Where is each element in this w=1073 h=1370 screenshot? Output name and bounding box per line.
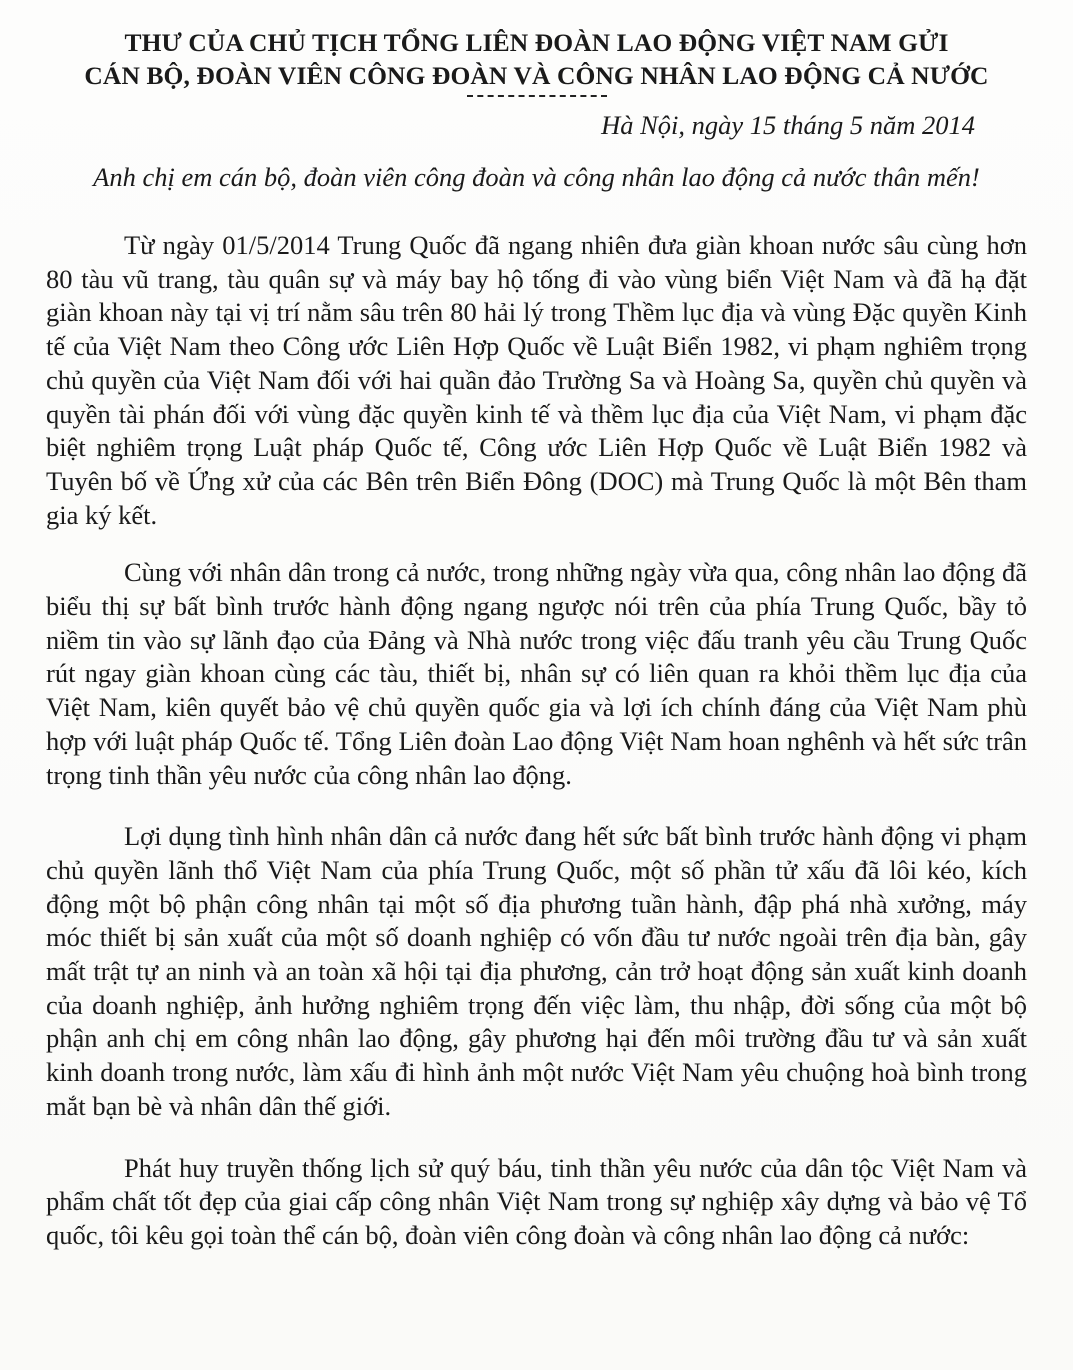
paragraph-2: Cùng với nhân dân trong cả nước, trong những ngày vừa qua, công nhân lao động đã biểu thị sự bất bình trước hành động ngang ngược nói trên của phía Trung Quốc, bầy tỏ niềm tin vào sự lãnh đạo của Đảng và Nhà nước trong việc đấu tranh yêu cầu Trung Quốc rút ngay giàn khoan cùng các tàu, thiết bị, nhân sự có liên quan ra khỏi thềm lục địa của Việt Nam, kiên quyết bảo vệ chủ quyền quốc gia và lợi ích chính đáng của Việt Nam phù hợp với luật pháp Quốc tế. Tổng Liên đoàn Lao động Việt Nam hoan nghênh và hết sức trân trọng tinh thần yêu nước của công nhân lao động.	[46, 557, 1027, 790]
salutation: Anh chị em cán bộ, đoàn viên công đoàn và công nhân lao động cả nước thân mến!	[93, 162, 980, 192]
letter-title-line-2: CÁN BỘ, ĐOÀN VIÊN CÔNG ĐOÀN VÀ CÔNG NHÂN LAO ĐỘNG CẢ NƯỚC	[84, 61, 989, 90]
paragraph-4: Phát huy truyền thống lịch sử quý báu, tinh thần yêu nước của dân tộc Việt Nam và phẩm chất tốt đẹp của giai cấp công nhân Việt Nam trong sự nghiệp xây dựng và bảo vệ Tổ quốc, tôi kêu gọi toàn thể cán bộ, đoàn viên công đoàn và công nhân lao động cả nước:	[46, 1152, 1027, 1250]
date-line: Hà Nội, ngày 15 tháng 5 năm 2014	[601, 110, 975, 140]
paragraph-3: Lợi dụng tình hình nhân dân cả nước đang hết sức bất bình trước hành động vi phạm chủ quyền lãnh thổ Việt Nam của phía Trung Quốc, một số phần tử xấu đã lôi kéo, kích động một bộ phận công nhân tại một số địa phương tuần hành, đập phá nhà xưởng, máy móc thiết bị sản xuất của một số doanh nghiệp có vốn đầu tư nước ngoài trên địa bàn, gây mất trật tự an ninh và an toàn xã hội tại địa phương, cản trở hoạt động sản xuất kinh doanh của doanh nghiệp, ảnh hưởng nghiêm trọng đến việc làm, thu nhập, đời sống của một bộ phận anh chị em công nhân lao động, gây phương hại đến môi trường đầu tư và sản xuất kinh doanh trong nước, làm xấu đi hình ảnh một nước Việt Nam yêu chuộng hoà bình trong mắt bạn bè và nhân dân thế giới.	[46, 821, 1027, 1121]
letter-title	[46, 26, 1027, 92]
letter-title-line-1: THƯ CỦA CHỦ TỊCH TỔNG LIÊN ĐOÀN LAO ĐỘNG VIỆT NAM GỬI	[124, 28, 949, 57]
title-separator	[467, 95, 607, 97]
paragraph-1: Từ ngày 01/5/2014 Trung Quốc đã ngang nhiên đưa giàn khoan nước sâu cùng hơn 80 tàu vũ trang, tàu quân sự và máy bay hộ tống đi vào vùng biển Việt Nam và đã hạ đặt giàn khoan này tại vị trí nằm sâu trên 80 hải lý trong Thềm lục địa và vùng Đặc quyền Kinh tế của Việt Nam theo Công ước Liên Hợp Quốc về Luật Biển 1982, vi phạm nghiêm trọng chủ quyền của Việt Nam đối với hai quần đảo Trường Sa và Hoàng Sa, quyền chủ quyền và quyền tài phán đối với vùng đặc quyền kinh tế và thềm lục địa của Việt Nam, vi phạm đặc biệt nghiêm trọng Luật pháp Quốc tế, Công ước Liên Hợp Quốc về Luật Biển 1982 và Tuyên bố về Ứng xử của các Bên trên Biển Đông (DOC) mà Trung Quốc là một Bên tham gia ký kết.	[46, 230, 1027, 530]
